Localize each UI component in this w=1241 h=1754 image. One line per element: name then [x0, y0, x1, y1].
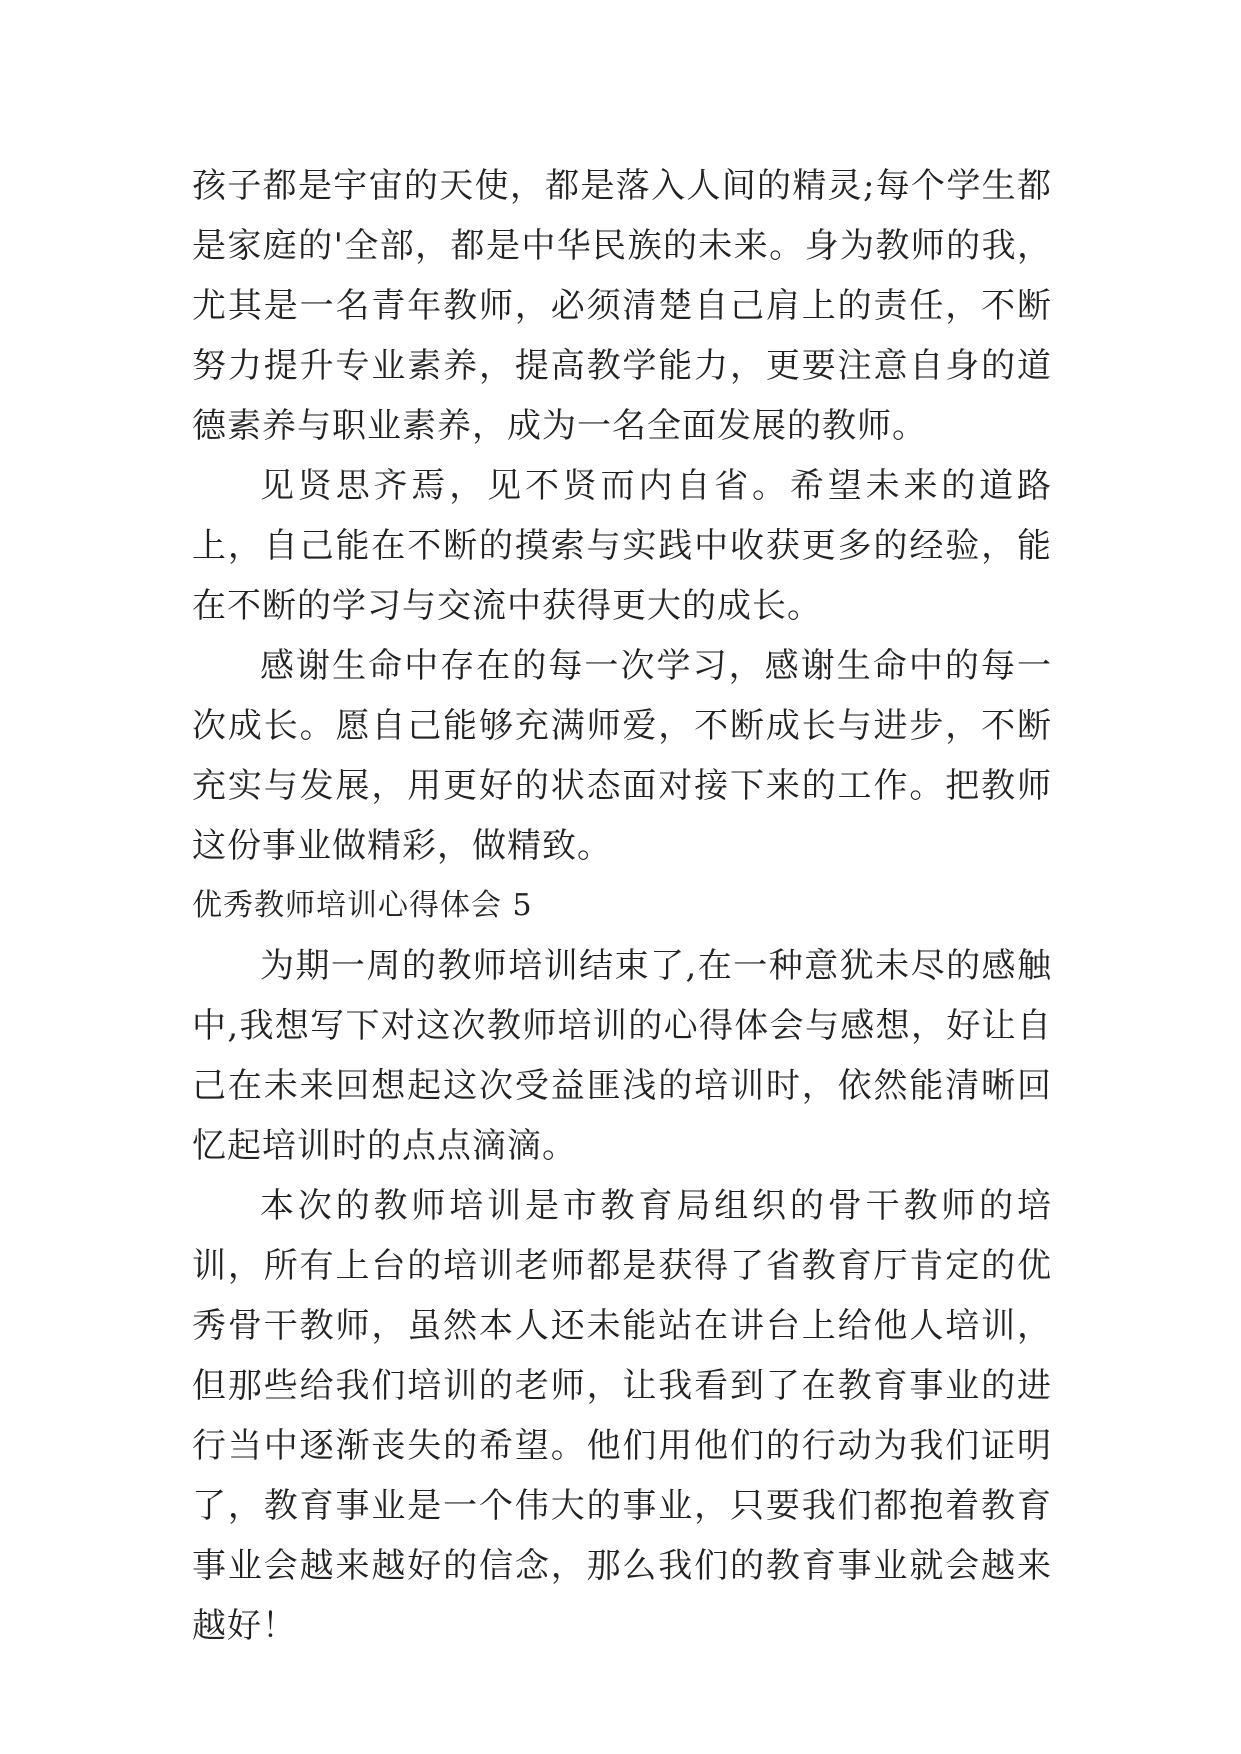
document-page — [192, 156, 1052, 1656]
paragraph-3: 感谢生命中存在的每一次学习，感谢生命中的每一次成长。愿自己能够充满师爱，不断成长与进步，不断充实与发展，用更好的状态面对接下来的工作。把教师这份事业做精彩，做精致。 — [192, 646, 1052, 866]
paragraph-1: 孩子都是宇宙的天使，都是落入人间的精灵;每个学生都是家庭的'全部，都是中华民族的未来。身为教师的我，尤其是一名青年教师，必须清楚自己肩上的责任，不断努力提升专业素养，提高教学能力，更要注意自身的道德素养与职业素养，成为一名全面发展的教师。 — [192, 166, 1052, 446]
paragraph-4: 为期一周的教师培训结束了,在一种意犹未尽的感触中,我想写下对这次教师培训的心得体会与感想，好让自己在未来回想起这次受益匪浅的培训时，依然能清晰回忆起培训时的点点滴滴。 — [192, 946, 1052, 1166]
section-heading: 优秀教师培训心得体会 5 — [192, 888, 533, 923]
paragraph-2: 见贤思齐焉，见不贤而内自省。希望未来的道路上，自己能在不断的摸索与实践中收获更多的经验，能在不断的学习与交流中获得更大的成长。 — [192, 466, 1052, 626]
paragraph-5: 本次的教师培训是市教育局组织的骨干教师的培训，所有上台的培训老师都是获得了省教育厅肯定的优秀骨干教师，虽然本人还未能站在讲台上给他人培训，但那些给我们培训的老师，让我看到了在教育事业的进行当中逐渐丧失的希望。他们用他们的行动为我们证明了，教育事业是一个伟大的事业，只要我们都抱着教育事业会越来越好的信念，那么我们的教育事业就会越来越好！ — [192, 1186, 1052, 1646]
